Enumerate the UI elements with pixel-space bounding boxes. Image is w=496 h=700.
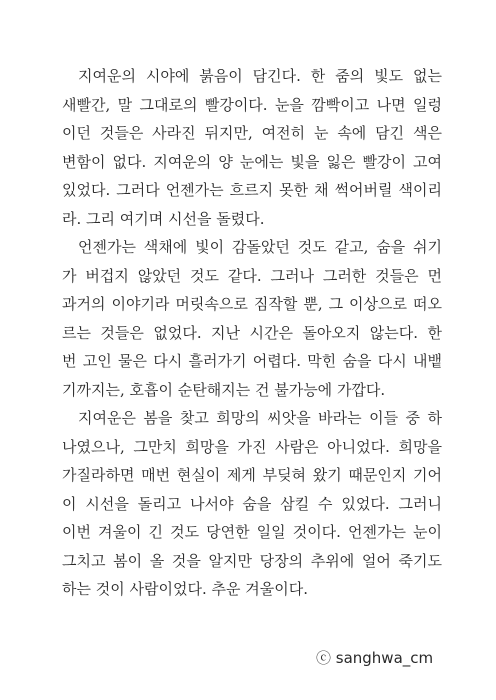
- text-line: 르는 것들은 없었다. 지난 시간은 돌아오지 않는다. 한: [62, 323, 442, 342]
- text-line: 라. 그리 여기며 시선을 돌렸다.: [62, 209, 265, 228]
- text-line: 이던 것들은 사라진 뒤지만, 여전히 눈 속에 담긴 색은: [62, 124, 442, 142]
- text-line: 하는 것이 사람이었다. 추운 겨울이다.: [62, 580, 308, 598]
- text-line: 기까지는, 호흡이 순탄해지는 건 불가능에 가깝다.: [62, 380, 386, 399]
- text-line: 있었다. 그러다 언젠가는 흐르지 못한 채 썩어버릴 색이리: [62, 181, 442, 199]
- text-line: 나였으나, 그만치 희망을 가진 사람은 아니었다. 희망을: [62, 437, 442, 456]
- text-line: 언젠가는 색채에 빛이 감돌았던 것도 같고, 숨을 쉬기: [78, 238, 442, 256]
- text-line: 번 고인 물은 다시 흘러가기 어렵다. 막힌 숨을 다시 내뱉: [62, 352, 442, 370]
- copyright-credit: ⓒ sanghwa_cm: [316, 649, 434, 667]
- text-line: 이 시선을 돌리고 나서야 숨을 삼킬 수 있었다. 그러니: [62, 494, 442, 513]
- text-line: 지여운은 봄을 찾고 희망의 씨앗을 바라는 이들 중 하: [78, 409, 442, 427]
- text-line: 지여운의 시야에 붉음이 담긴다. 한 줌의 빛도 없는: [78, 67, 442, 85]
- story-text: [62, 62, 442, 604]
- text-line: 가 버겁지 않았던 것도 같다. 그러나 그러한 것들은 먼: [62, 266, 442, 285]
- text-line: 새빨간, 말 그대로의 빨강이다. 눈을 깜빡이고 나면 일렁: [62, 95, 442, 114]
- text-line: 그치고 봄이 올 것을 알지만 당장의 추위에 얼어 죽기도: [62, 551, 442, 570]
- text-line: 이번 겨울이 긴 것도 당연한 일일 것이다. 언젠가는 눈이: [62, 523, 442, 541]
- text-line: 변함이 없다. 지여운의 양 눈에는 빛을 잃은 빨강이 고여: [62, 152, 442, 171]
- text-line: 가질라하면 매번 현실이 제게 부딪혀 왔기 때문인지 기어: [62, 466, 442, 484]
- text-line: 과거의 이야기라 머릿속으로 짐작할 뿐, 그 이상으로 떠오: [62, 295, 442, 313]
